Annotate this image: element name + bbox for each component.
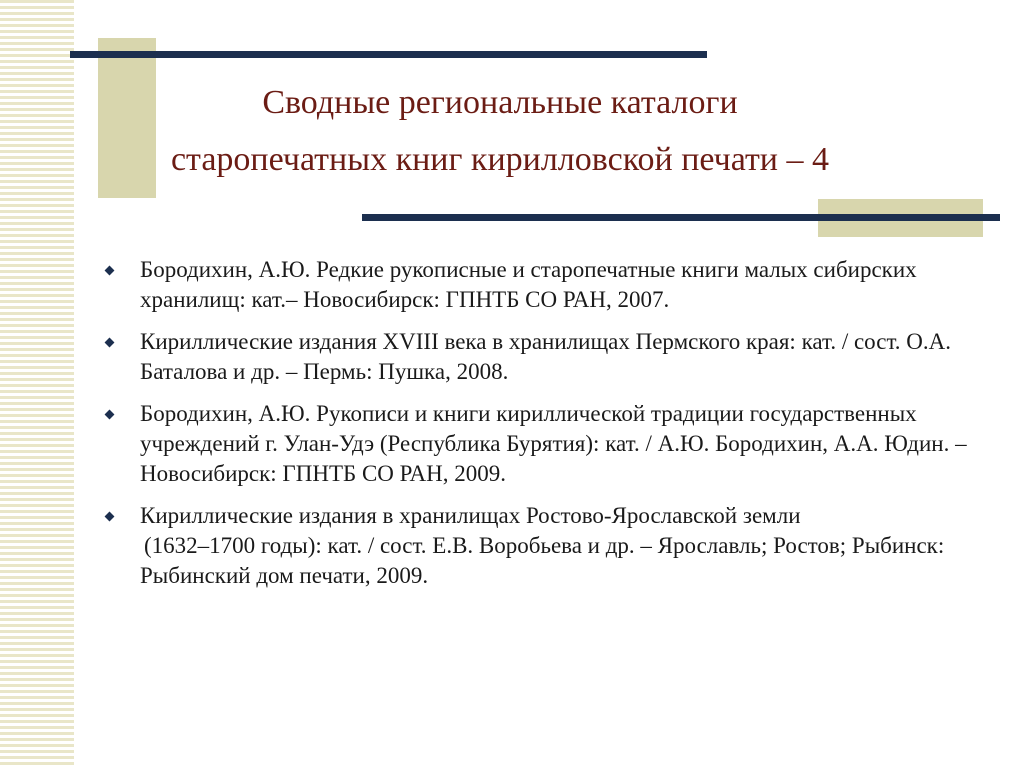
item-text: Бородихин, А.Ю. Редкие рукописные и старопечатные книги малых сибирских хранилищ: кат.– Новосибирск: ГПНТБ СО РАН, 2007. <box>140 257 917 312</box>
title-line-1: Сводные региональные каталоги <box>262 84 738 121</box>
list-item <box>100 327 980 387</box>
catalog-list <box>100 255 980 603</box>
item-text: Кириллические издания XVIII века в хранилищах Пермского края: кат. / сост. О.А. Баталова и др. – Пермь: Пушка, 2008. <box>140 329 951 384</box>
title-accent-block <box>98 38 156 198</box>
diamond-bullet-icon <box>105 410 115 420</box>
diamond-bullet-icon <box>105 512 115 522</box>
decorative-stripes <box>0 0 74 768</box>
top-rule <box>70 51 707 58</box>
item-continuation: (1632–1700 годы): кат. / сост. Е.В. Воробьева и др. – Ярославль; Ростов; Рыбинск: Рыбинский дом печати, 2009. <box>140 533 945 588</box>
slide-title <box>150 74 850 188</box>
list-item <box>100 501 980 591</box>
list-item <box>100 255 980 315</box>
diamond-bullet-icon <box>105 338 115 348</box>
list-item <box>100 399 980 489</box>
item-text: Бородихин, А.Ю. Рукописи и книги кириллической традиции государственных учреждений г. Улан-Удэ (Республика Бурятия): кат. / А.Ю. Бородихин, А.А. Юдин. – Новосибирск: ГПНТБ СО РАН, 2009. <box>140 401 967 486</box>
item-text: Кириллические издания в хранилищах Ростово-Ярославской земли <box>140 503 801 528</box>
diamond-bullet-icon <box>105 266 115 276</box>
title-line-2: старопечатных книг кирилловской печати – 4 <box>170 141 830 178</box>
bottom-rule <box>362 214 1000 221</box>
